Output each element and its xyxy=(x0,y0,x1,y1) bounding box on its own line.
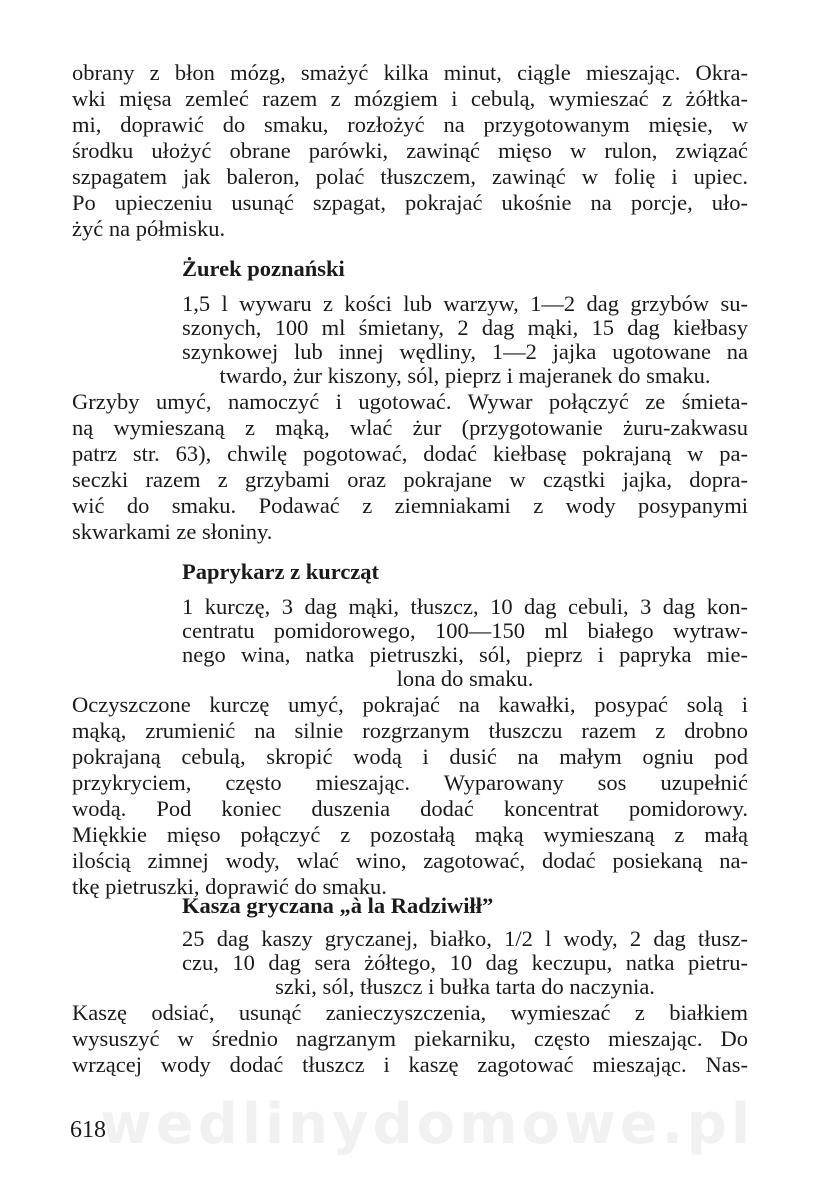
method-line: Oczyszczone kurczę umyć, pokrajać na kawałki, posypać solą i xyxy=(72,692,748,717)
method-line: ną wymieszaną z mąką, wlać żur (przygotowanie żuru-zakwasu xyxy=(72,415,748,440)
ingredients-line: twardo, żur kiszony, sól, pieprz i majeranek do smaku. xyxy=(219,363,711,388)
ingredients-line: 1,5 l wywaru z kości lub warzyw, 1—2 dag grzybów su- xyxy=(182,291,748,316)
intro-line: wki mięsa zemleć razem z mózgiem i cebulą, wymieszać z żółtka- xyxy=(72,86,748,111)
ingredients-line: czu, 10 dag sera żółtego, 10 dag keczupu, natka pietru- xyxy=(182,950,748,975)
method-line: wrzącej wody dodać tłuszcz i kaszę zagotować mieszając. Nas- xyxy=(72,1052,748,1077)
ingredients-line: szki, sól, tłuszcz i bułka tarta do naczynia. xyxy=(275,974,655,999)
recipe-title-kasza: Kasza gryczana „à la Radziwiłł” xyxy=(182,893,494,918)
ingredients-line: 1 kurczę, 3 dag mąki, tłuszcz, 10 dag cebuli, 3 dag kon- xyxy=(182,594,748,619)
ingredients-line: lona do smaku. xyxy=(396,666,534,691)
method-line: pokrajaną cebulą, skropić wodą i dusić na małym ogniu pod xyxy=(72,744,748,769)
method-line: wysuszyć w średnio nagrzanym piekarniku, często mieszając. Do xyxy=(72,1026,748,1051)
method-line: Miękkie mięso połączyć z pozostałą mąką wymieszaną z małą xyxy=(72,822,748,847)
recipe-title-paprykarz: Paprykarz z kurcząt xyxy=(182,559,380,584)
intro-line: Po upieczeniu usunąć szpagat, pokrajać ukośnie na porcje, uło- xyxy=(72,190,748,215)
intro-line: obrany z błon mózg, smażyć kilka minut, ciągle mieszając. Okra- xyxy=(72,60,748,85)
ingredients-line: szynkowej lub innej wędliny, 1—2 jajka ugotowane na xyxy=(182,339,748,364)
intro-line: szpagatem jak baleron, polać tłuszczem, zawinąć w folię i upiec. xyxy=(72,164,748,189)
method-line: tkę pietruszki, doprawić do smaku. xyxy=(72,874,387,899)
method-line: mąką, zrumienić na silnie rozgrzanym tłuszczu razem z drobno xyxy=(72,718,748,743)
intro-line: środku ułożyć obrane parówki, zawinąć mięso w rulon, związać xyxy=(72,138,748,163)
method-line: przykryciem, często mieszając. Wyparowany sos uzupełnić xyxy=(72,770,748,795)
method-line: Kaszę odsiać, usunąć zanieczyszczenia, wymieszać z białkiem xyxy=(72,1000,748,1025)
method-line: wić do smaku. Podawać z ziemniakami z wody posypanymi xyxy=(72,493,748,518)
ingredients-line: nego wina, natka pietruszki, sól, pieprz i papryka mie- xyxy=(182,642,748,667)
ingredients-line: 25 dag kaszy gryczanej, białko, 1/2 l wody, 2 dag tłusz- xyxy=(182,926,748,951)
method-line: ilością zimnej wody, wlać wino, zagotować, dodać posiekaną na- xyxy=(72,848,748,873)
method-line: wodą. Pod koniec duszenia dodać koncentrat pomidorowy. xyxy=(72,796,748,821)
method-line: Grzyby umyć, namoczyć i ugotować. Wywar połączyć ze śmieta- xyxy=(72,389,748,414)
intro-line: mi, doprawić do smaku, rozłożyć na przygotowanym mięsie, w xyxy=(72,112,748,137)
intro-line: żyć na półmisku. xyxy=(72,216,226,241)
ingredients-line: centratu pomidorowego, 100—150 ml białego wytraw- xyxy=(182,618,748,643)
method-line: patrz str. 63), chwilę pogotować, dodać kiełbasę pokrajaną w pa- xyxy=(72,441,748,466)
page-number: 618 xyxy=(70,1117,106,1143)
ingredients-line: szonych, 100 ml śmietany, 2 dag mąki, 15 dag kiełbasy xyxy=(182,315,748,340)
method-line: seczki razem z grzybami oraz pokrajane w cząstki jajka, dopra- xyxy=(72,467,748,492)
watermark: wedlinydomowe.pl xyxy=(100,1092,755,1157)
recipe-title-zurek: Żurek poznański xyxy=(182,256,345,281)
method-line: skwarkami ze słoniny. xyxy=(72,519,273,544)
